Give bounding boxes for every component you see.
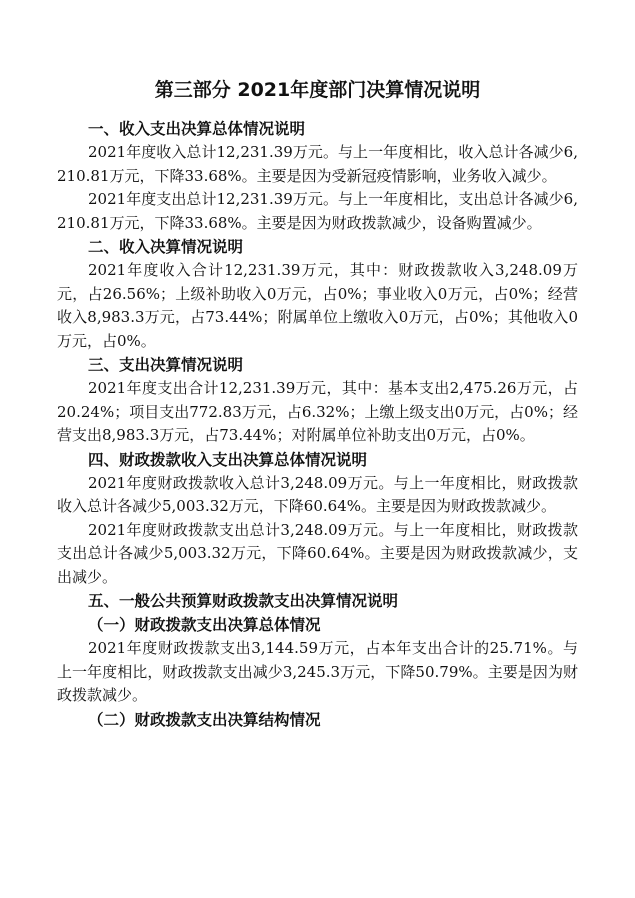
section-heading: 一、收入支出决算总体情况说明 bbox=[88, 120, 306, 138]
section-heading: 三、支出决算情况说明 bbox=[88, 356, 244, 374]
subsection-heading: （二）财政拨款支出决算结构情况 bbox=[88, 710, 321, 729]
section-income-expense-overview bbox=[57, 117, 578, 235]
section-income bbox=[57, 235, 578, 353]
paragraph: 2021年度支出总计12,231.39万元。与上一年度相比，支出总计各减少6,210.81万元，下降33.68%。主要是因为财政拨款减少，设备购置减少。 bbox=[57, 190, 578, 232]
section-fiscal-appropriation-overview bbox=[57, 448, 578, 590]
subsection-heading: （一）财政拨款支出决算总体情况 bbox=[88, 616, 321, 634]
document-body bbox=[57, 117, 578, 732]
page-title: 第三部分 2021年度部门决算情况说明 bbox=[154, 79, 481, 101]
section-heading: 四、财政拨款收入支出决算总体情况说明 bbox=[88, 450, 368, 469]
section-expense bbox=[57, 353, 578, 448]
paragraph: 2021年度财政拨款支出3,144.59万元，占本年支出合计的25.71%。与上一年度相比，财政拨款支出减少3,245.3万元，下降50.79%。主要是因为财政拨款减少。 bbox=[57, 639, 578, 704]
section-heading: 五、一般公共预算财政拨款支出决算情况说明 bbox=[88, 592, 399, 610]
paragraph: 2021年度收入合计12,231.39万元，其中：财政拨款收入3,248.09万元，占26.56%；上级补助收入0万元，占0%；事业收入0万元，占0%；经营收入8,983.3万元，占73.44%；附属单位上缴收入0万元，占0%；其他收入0万元，占0%。 bbox=[57, 261, 578, 350]
paragraph: 2021年度收入总计12,231.39万元。与上一年度相比，收入总计各减少6,210.81万元，下降33.68%。主要是因为受新冠疫情影响，业务收入减少。 bbox=[57, 143, 578, 185]
paragraph: 2021年度财政拨款支出总计3,248.09万元。与上一年度相比，财政拨款支出总计各减少5,003.32万元，下降60.64%。主要是因为财政拨款减少，支出减少。 bbox=[57, 520, 578, 586]
section-heading: 二、收入决算情况说明 bbox=[88, 238, 244, 256]
paragraph: 2021年度支出合计12,231.39万元，其中：基本支出2,475.26万元，占20.24%；项目支出772.83万元，占6.32%；上缴上级支出0万元，占0%；经营支出8,983.3万元，占73.44%；对附属单位补助支出0万元，占0%。 bbox=[57, 379, 578, 444]
paragraph: 2021年度财政拨款收入总计3,248.09万元。与上一年度相比，财政拨款收入总计各减少5,003.32万元，下降60.64%。主要是因为财政拨款减少。 bbox=[57, 473, 578, 515]
section-public-budget-expense bbox=[57, 589, 578, 732]
